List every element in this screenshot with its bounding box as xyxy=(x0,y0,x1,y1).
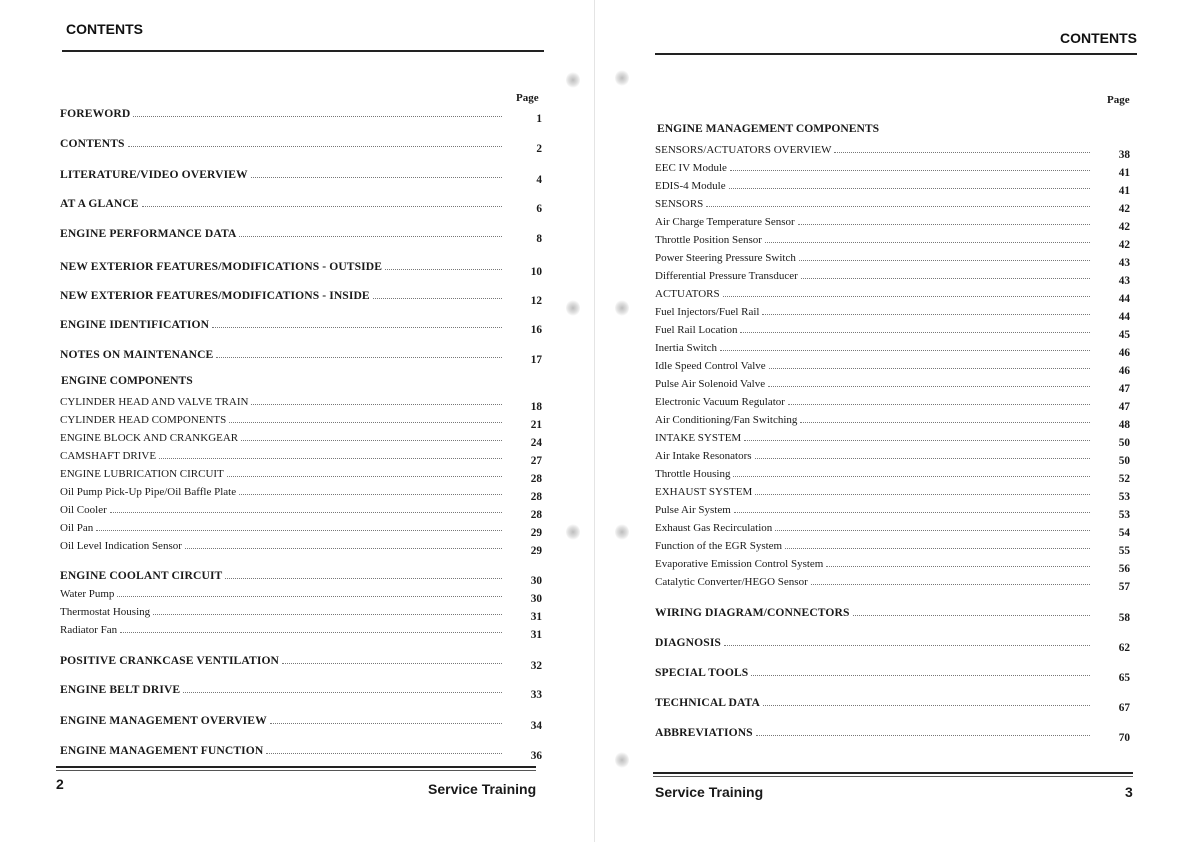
toc-entry xyxy=(655,633,1130,654)
toc-entry-title: ENGINE PERFORMANCE DATA xyxy=(60,227,237,240)
toc-entry-page: 24 xyxy=(530,437,542,449)
toc-entry-page: 41 xyxy=(1118,185,1130,197)
toc-entry xyxy=(60,518,542,539)
toc-dot-leader xyxy=(96,529,502,531)
toc-entry xyxy=(655,374,1130,395)
toc-entry-page: 67 xyxy=(1118,702,1130,714)
toc-entry-page: 53 xyxy=(1118,509,1130,521)
toc-entry-title: ENGINE IDENTIFICATION xyxy=(60,318,210,331)
left-page-header: CONTENTS xyxy=(66,21,143,37)
toc-entry-title: Oil Level Indication Sensor xyxy=(60,540,182,552)
toc-entry-title: Radiator Fan xyxy=(60,624,118,636)
toc-entry-title: Function of the EGR System xyxy=(655,540,783,552)
toc-dot-leader xyxy=(788,403,1090,405)
toc-dot-leader xyxy=(834,151,1090,153)
toc-entry-page: 36 xyxy=(530,750,542,762)
toc-entry xyxy=(60,446,542,467)
toc-entry-page: 42 xyxy=(1118,239,1130,251)
toc-entry xyxy=(655,302,1130,323)
toc-entry-title: Throttle Position Sensor xyxy=(655,234,762,246)
toc-entry xyxy=(655,693,1130,714)
toc-dot-leader xyxy=(385,268,502,270)
toc-entry-page: 44 xyxy=(1118,311,1130,323)
toc-dot-leader xyxy=(785,547,1090,549)
toc-entry xyxy=(60,315,542,336)
toc-entry xyxy=(60,104,542,125)
toc-entry xyxy=(655,446,1130,467)
toc-entry-title: Throttle Housing xyxy=(655,468,731,480)
toc-entry-page: 28 xyxy=(530,509,542,521)
toc-dot-leader xyxy=(755,493,1090,495)
toc-entry-title: ENGINE BELT DRIVE xyxy=(60,683,181,696)
toc-entry-page: 4 xyxy=(536,174,542,186)
toc-entry-title: Idle Speed Control Valve xyxy=(655,360,766,372)
toc-dot-leader xyxy=(729,187,1090,189)
toc-entry-page: 44 xyxy=(1118,293,1130,305)
toc-entry-title: Electronic Vacuum Regulator xyxy=(655,396,785,408)
toc-entry-page: 30 xyxy=(530,593,542,605)
toc-entry-title: Power Steering Pressure Switch xyxy=(655,252,796,264)
toc-entry-title: TECHNICAL DATA xyxy=(655,696,761,709)
toc-entry-page: 43 xyxy=(1118,257,1130,269)
toc-entry-title: FOREWORD xyxy=(60,107,131,120)
toc-entry xyxy=(655,410,1130,431)
toc-entry xyxy=(60,602,542,623)
toc-entry-title: Catalytic Converter/HEGO Sensor xyxy=(655,576,808,588)
right-page xyxy=(595,0,1190,842)
toc-entry-title: CONTENTS xyxy=(60,137,125,150)
toc-entry-title: EXHAUST SYSTEM xyxy=(655,486,753,498)
toc-entry-title: ENGINE LUBRICATION CIRCUIT xyxy=(60,468,224,480)
toc-dot-leader xyxy=(755,457,1090,459)
toc-entry-title: ENGINE BLOCK AND CRANKGEAR xyxy=(60,432,239,444)
toc-entry-page: 28 xyxy=(530,473,542,485)
toc-dot-leader xyxy=(185,547,502,549)
toc-entry-page: 41 xyxy=(1118,167,1130,179)
toc-dot-leader xyxy=(801,277,1090,279)
toc-entry-title: CYLINDER HEAD AND VALVE TRAIN xyxy=(60,396,249,408)
toc-entry-page: 46 xyxy=(1118,347,1130,359)
left-toc xyxy=(60,0,542,842)
toc-entry xyxy=(60,165,542,186)
right-footer-rule-thin xyxy=(653,776,1133,777)
toc-entry-title: CYLINDER HEAD COMPONENTS xyxy=(60,414,227,426)
toc-entry-title: Evaporative Emission Control System xyxy=(655,558,824,570)
binder-hole-smudge xyxy=(566,524,580,540)
toc-entry-title: SENSORS/ACTUATORS OVERVIEW xyxy=(655,144,832,156)
toc-entry-title: Oil Cooler xyxy=(60,504,107,516)
toc-dot-leader xyxy=(775,529,1090,531)
toc-dot-leader xyxy=(373,297,502,299)
binder-hole-smudge xyxy=(615,70,629,86)
toc-entry-title: ENGINE MANAGEMENT OVERVIEW xyxy=(60,714,267,727)
toc-entry xyxy=(655,176,1130,197)
right-section-title: ENGINE MANAGEMENT COMPONENTS xyxy=(657,122,880,135)
toc-entry-title: Exhaust Gas Recirculation xyxy=(655,522,773,534)
toc-entry-title: Oil Pan xyxy=(60,522,94,534)
toc-entry xyxy=(60,464,542,485)
toc-entry-page: 47 xyxy=(1118,401,1130,413)
toc-entry-title: Fuel Rail Location xyxy=(655,324,738,336)
toc-dot-leader xyxy=(734,511,1090,513)
toc-entry xyxy=(655,338,1130,359)
toc-entry xyxy=(60,651,542,672)
toc-entry-title: Inertia Switch xyxy=(655,342,718,354)
toc-dot-leader xyxy=(723,295,1090,297)
toc-entry-page: 58 xyxy=(1118,612,1130,624)
toc-dot-leader xyxy=(826,565,1090,567)
toc-dot-leader xyxy=(239,235,502,237)
toc-dot-leader xyxy=(120,631,502,633)
toc-entry xyxy=(655,554,1130,575)
toc-dot-leader xyxy=(241,439,502,441)
toc-entry xyxy=(60,224,542,245)
toc-entry xyxy=(655,284,1130,305)
toc-dot-leader xyxy=(212,326,502,328)
toc-entry-page: 55 xyxy=(1118,545,1130,557)
left-section-title: ENGINE COMPONENTS xyxy=(61,374,193,387)
toc-dot-leader xyxy=(251,176,502,178)
toc-entry-page: 29 xyxy=(530,527,542,539)
toc-entry xyxy=(655,248,1130,269)
toc-dot-leader xyxy=(733,475,1090,477)
right-toc xyxy=(655,0,1130,842)
toc-entry-page: 47 xyxy=(1118,383,1130,395)
toc-dot-leader xyxy=(853,614,1090,616)
toc-entry xyxy=(655,158,1130,179)
toc-entry-title: CAMSHAFT DRIVE xyxy=(60,450,157,462)
toc-dot-leader xyxy=(730,169,1090,171)
toc-dot-leader xyxy=(225,577,502,579)
toc-entry-page: 42 xyxy=(1118,221,1130,233)
right-page-header: CONTENTS xyxy=(1060,30,1137,46)
binder-hole-smudge xyxy=(615,524,629,540)
toc-dot-leader xyxy=(239,493,502,495)
toc-dot-leader xyxy=(183,691,502,693)
right-footer-rule xyxy=(653,772,1133,774)
toc-entry xyxy=(60,536,542,557)
binder-hole-smudge xyxy=(566,72,580,88)
toc-entry-title: Thermostat Housing xyxy=(60,606,151,618)
toc-dot-leader xyxy=(756,734,1090,736)
toc-entry-page: 57 xyxy=(1118,581,1130,593)
toc-dot-leader xyxy=(762,313,1090,315)
toc-dot-leader xyxy=(216,356,502,358)
toc-entry xyxy=(655,356,1130,377)
toc-entry-title: NEW EXTERIOR FEATURES/MODIFICATIONS - OUTSIDE xyxy=(60,260,383,273)
toc-entry xyxy=(655,230,1130,251)
toc-entry-title: ENGINE MANAGEMENT FUNCTION xyxy=(60,744,264,757)
toc-dot-leader xyxy=(740,331,1090,333)
toc-entry xyxy=(60,257,542,278)
toc-entry xyxy=(655,536,1130,557)
toc-entry-title: NOTES ON MAINTENANCE xyxy=(60,348,214,361)
toc-entry-page: 16 xyxy=(530,324,542,336)
toc-dot-leader xyxy=(229,421,502,423)
toc-dot-leader xyxy=(110,511,502,513)
toc-entry-title: Air Conditioning/Fan Switching xyxy=(655,414,798,426)
toc-entry-page: 8 xyxy=(536,233,542,245)
toc-entry xyxy=(60,680,542,701)
left-page-column-label: Page xyxy=(516,92,539,104)
toc-dot-leader xyxy=(128,145,502,147)
toc-dot-leader xyxy=(142,205,502,207)
toc-dot-leader xyxy=(800,421,1090,423)
toc-entry xyxy=(655,603,1130,624)
binder-hole-smudge xyxy=(615,752,629,768)
toc-entry-title: NEW EXTERIOR FEATURES/MODIFICATIONS - INSIDE xyxy=(60,289,370,302)
toc-entry-page: 21 xyxy=(530,419,542,431)
toc-entry xyxy=(60,482,542,503)
toc-entry-page: 50 xyxy=(1118,455,1130,467)
toc-entry xyxy=(60,134,542,155)
toc-dot-leader xyxy=(799,259,1090,261)
toc-entry xyxy=(655,464,1130,485)
toc-entry xyxy=(655,663,1130,684)
right-footer-page-number: 3 xyxy=(1125,784,1133,800)
toc-entry xyxy=(655,518,1130,539)
toc-entry xyxy=(655,194,1130,215)
toc-entry-title: Air Intake Resonators xyxy=(655,450,752,462)
toc-dot-leader xyxy=(720,349,1090,351)
toc-entry-title: LITERATURE/VIDEO OVERVIEW xyxy=(60,168,248,181)
binder-hole-smudge xyxy=(615,300,629,316)
toc-entry xyxy=(655,140,1130,161)
toc-entry-title: Pulse Air System xyxy=(655,504,731,516)
toc-entry-title: INTAKE SYSTEM xyxy=(655,432,742,444)
toc-entry-page: 42 xyxy=(1118,203,1130,215)
toc-entry-page: 18 xyxy=(530,401,542,413)
toc-entry-page: 6 xyxy=(536,203,542,215)
toc-entry xyxy=(60,711,542,732)
toc-entry xyxy=(655,212,1130,233)
toc-entry xyxy=(60,620,542,641)
toc-entry xyxy=(655,266,1130,287)
toc-entry xyxy=(60,428,542,449)
right-page-column-label: Page xyxy=(1107,94,1130,106)
toc-dot-leader xyxy=(117,595,502,597)
left-footer-rule-thin xyxy=(56,770,536,771)
toc-entry xyxy=(655,428,1130,449)
toc-entry-page: 29 xyxy=(530,545,542,557)
toc-entry-page: 17 xyxy=(530,354,542,366)
toc-dot-leader xyxy=(763,704,1090,706)
toc-dot-leader xyxy=(227,475,502,477)
toc-entry-title: Air Charge Temperature Sensor xyxy=(655,216,795,228)
toc-entry xyxy=(60,500,542,521)
toc-entry-page: 30 xyxy=(530,575,542,587)
toc-entry-page: 50 xyxy=(1118,437,1130,449)
toc-entry-page: 1 xyxy=(536,113,542,125)
toc-entry-page: 52 xyxy=(1118,473,1130,485)
toc-entry-page: 33 xyxy=(530,689,542,701)
toc-entry-page: 54 xyxy=(1118,527,1130,539)
toc-entry-title: EEC IV Module xyxy=(655,162,727,174)
toc-entry-page: 62 xyxy=(1118,642,1130,654)
toc-entry xyxy=(655,723,1130,744)
toc-entry-title: WIRING DIAGRAM/CONNECTORS xyxy=(655,606,850,619)
toc-entry-title: Oil Pump Pick-Up Pipe/Oil Baffle Plate xyxy=(60,486,237,498)
toc-entry-page: 32 xyxy=(530,660,542,672)
toc-entry-page: 46 xyxy=(1118,365,1130,377)
toc-entry-page: 12 xyxy=(530,295,542,307)
left-footer-page-number: 2 xyxy=(56,776,64,792)
toc-entry-page: 31 xyxy=(530,629,542,641)
toc-entry xyxy=(60,566,542,587)
toc-dot-leader xyxy=(768,385,1090,387)
toc-dot-leader xyxy=(811,583,1090,585)
toc-entry-title: SENSORS xyxy=(655,198,704,210)
toc-dot-leader xyxy=(751,674,1090,676)
left-footer-rule xyxy=(56,766,536,768)
toc-entry xyxy=(60,584,542,605)
toc-dot-leader xyxy=(266,752,502,754)
toc-dot-leader xyxy=(798,223,1090,225)
toc-entry-page: 31 xyxy=(530,611,542,623)
toc-entry xyxy=(655,320,1130,341)
toc-entry-page: 34 xyxy=(530,720,542,732)
toc-entry xyxy=(60,194,542,215)
toc-entry-page: 56 xyxy=(1118,563,1130,575)
toc-dot-leader xyxy=(744,439,1090,441)
toc-entry xyxy=(60,286,542,307)
toc-dot-leader xyxy=(765,241,1090,243)
toc-dot-leader xyxy=(153,613,502,615)
toc-entry-title: ACTUATORS xyxy=(655,288,720,300)
toc-entry-page: 2 xyxy=(536,143,542,155)
toc-entry xyxy=(655,482,1130,503)
right-footer-service-training: Service Training xyxy=(655,784,764,800)
toc-entry-page: 43 xyxy=(1118,275,1130,287)
toc-dot-leader xyxy=(270,722,502,724)
toc-dot-leader xyxy=(251,403,502,405)
toc-entry-page: 10 xyxy=(530,266,542,278)
toc-entry-title: SPECIAL TOOLS xyxy=(655,666,749,679)
toc-entry xyxy=(655,392,1130,413)
toc-entry-title: POSITIVE CRANKCASE VENTILATION xyxy=(60,654,280,667)
toc-entry-title: ABBREVIATIONS xyxy=(655,726,753,739)
toc-entry-title: Water Pump xyxy=(60,588,115,600)
toc-entry-title: DIAGNOSIS xyxy=(655,636,721,649)
toc-entry-title: EDIS-4 Module xyxy=(655,180,726,192)
toc-dot-leader xyxy=(724,644,1090,646)
toc-dot-leader xyxy=(769,367,1090,369)
toc-entry xyxy=(60,410,542,431)
toc-entry-title: Pulse Air Solenoid Valve xyxy=(655,378,766,390)
toc-dot-leader xyxy=(159,457,502,459)
toc-entry xyxy=(655,500,1130,521)
toc-entry-page: 48 xyxy=(1118,419,1130,431)
toc-entry-page: 38 xyxy=(1118,149,1130,161)
toc-entry-title: Fuel Injectors/Fuel Rail xyxy=(655,306,760,318)
toc-entry-page: 70 xyxy=(1118,732,1130,744)
binder-hole-smudge xyxy=(566,300,580,316)
toc-entry-page: 45 xyxy=(1118,329,1130,341)
toc-entry xyxy=(60,741,542,762)
toc-entry xyxy=(60,392,542,413)
toc-dot-leader xyxy=(133,115,502,117)
toc-entry-page: 65 xyxy=(1118,672,1130,684)
toc-entry-title: ENGINE COOLANT CIRCUIT xyxy=(60,569,223,582)
toc-entry-page: 28 xyxy=(530,491,542,503)
toc-entry-page: 27 xyxy=(530,455,542,467)
toc-entry-title: Differential Pressure Transducer xyxy=(655,270,798,282)
toc-dot-leader xyxy=(706,205,1090,207)
toc-entry-page: 53 xyxy=(1118,491,1130,503)
toc-entry xyxy=(655,572,1130,593)
toc-dot-leader xyxy=(282,662,502,664)
toc-entry-title: AT A GLANCE xyxy=(60,197,139,210)
left-footer-service-training: Service Training xyxy=(428,781,537,797)
toc-entry xyxy=(60,345,542,366)
